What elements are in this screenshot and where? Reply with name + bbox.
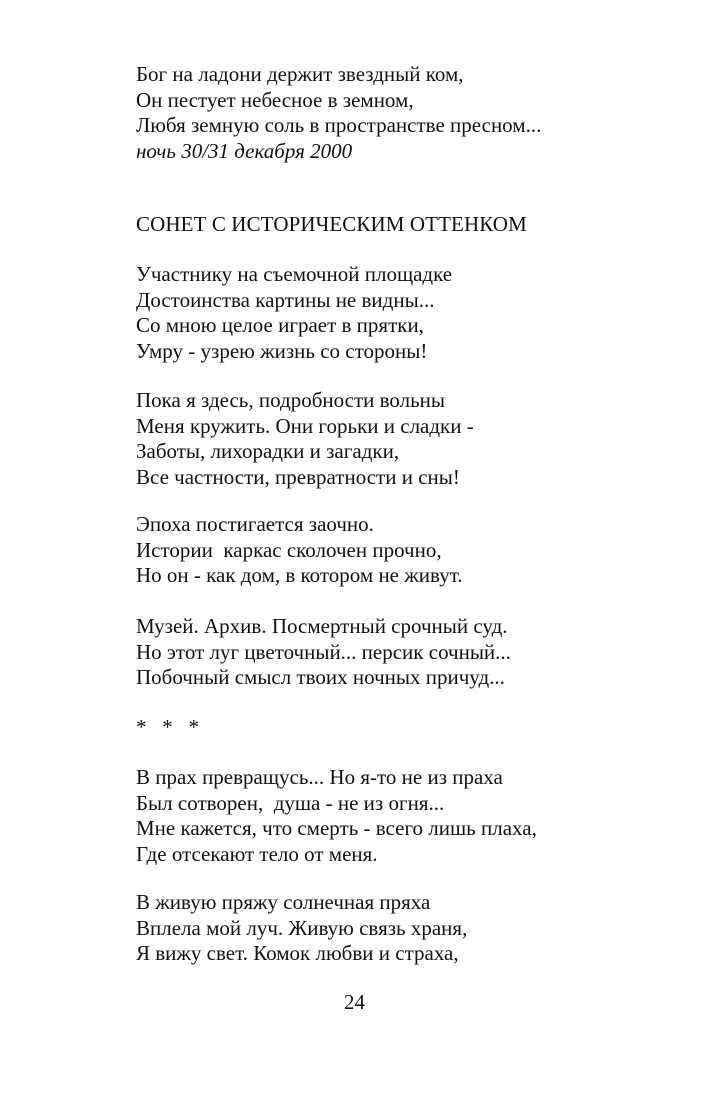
- poem-line: Заботы, лихорадки и загадки,: [136, 439, 400, 463]
- sonnet-title-block: [136, 212, 696, 237]
- poem-title: СОНЕТ С ИСТОРИЧЕСКИМ ОТТЕНКОМ: [136, 212, 527, 236]
- poem-line: Был сотворен, душа - не из огня...: [136, 790, 445, 815]
- poem-line: В прах превращусь... Но я-то не из праха: [136, 765, 503, 789]
- poem-line: Я вижу свет. Комок любви и страха,: [136, 941, 459, 965]
- next-poem-stanza-2: [136, 890, 696, 967]
- poem-line: Побочный смысл твоих ночных причуд...: [136, 665, 505, 689]
- poem-line: Где отсекают тело от меня.: [136, 841, 378, 866]
- next-poem-stanza-1: [136, 765, 696, 867]
- poem-line: Любя земную соль в пространстве пресном...: [136, 113, 542, 137]
- poem-line: Умру - узрею жизнь со стороны!: [136, 338, 428, 363]
- poem-line: Достоинства картины не видны...: [136, 287, 435, 312]
- poem-line: Но этот луг цветочный... персик сочный...: [136, 639, 511, 664]
- poem-line: Мне кажется, что смерть - всего лишь плаха,: [136, 816, 537, 840]
- previous-poem-ending: [136, 62, 696, 164]
- page-number: 24: [344, 990, 365, 1014]
- poem-line: Все частности, превратности и сны!: [136, 464, 460, 489]
- poem-line: Участнику на съемочной площадке: [136, 262, 453, 286]
- section-separator: [136, 715, 696, 740]
- asterisk-separator: * * *: [136, 715, 199, 739]
- poem-line: Но он - как дом, в котором не живут.: [136, 563, 463, 587]
- poem-line: Музей. Архив. Посмертный срочный суд.: [136, 614, 508, 638]
- sonnet-stanza-1: [136, 262, 696, 364]
- poem-line: Истории каркас сколочен прочно,: [136, 537, 442, 562]
- poem-line: Вплела мой луч. Живую связь храня,: [136, 915, 468, 940]
- poem-line: Меня кружить. Они горьки и сладки -: [136, 413, 474, 438]
- sonnet-stanza-3: [136, 512, 696, 589]
- sonnet-stanza-2: [136, 388, 696, 490]
- sonnet-stanza-4: [136, 614, 696, 691]
- poem-line: Бог на ладони держит звездный ком,: [136, 62, 464, 86]
- poem-line: В живую пряжу солнечная пряха: [136, 890, 431, 914]
- poem-line: Пока я здесь, подробности вольны: [136, 388, 446, 412]
- poem-line: Он пестует небесное в земном,: [136, 87, 414, 112]
- poem-date: ночь 30/31 декабря 2000: [136, 138, 353, 163]
- poem-line: Эпоха постигается заочно.: [136, 512, 374, 536]
- poem-line: Со мною целое играет в прятки,: [136, 313, 424, 337]
